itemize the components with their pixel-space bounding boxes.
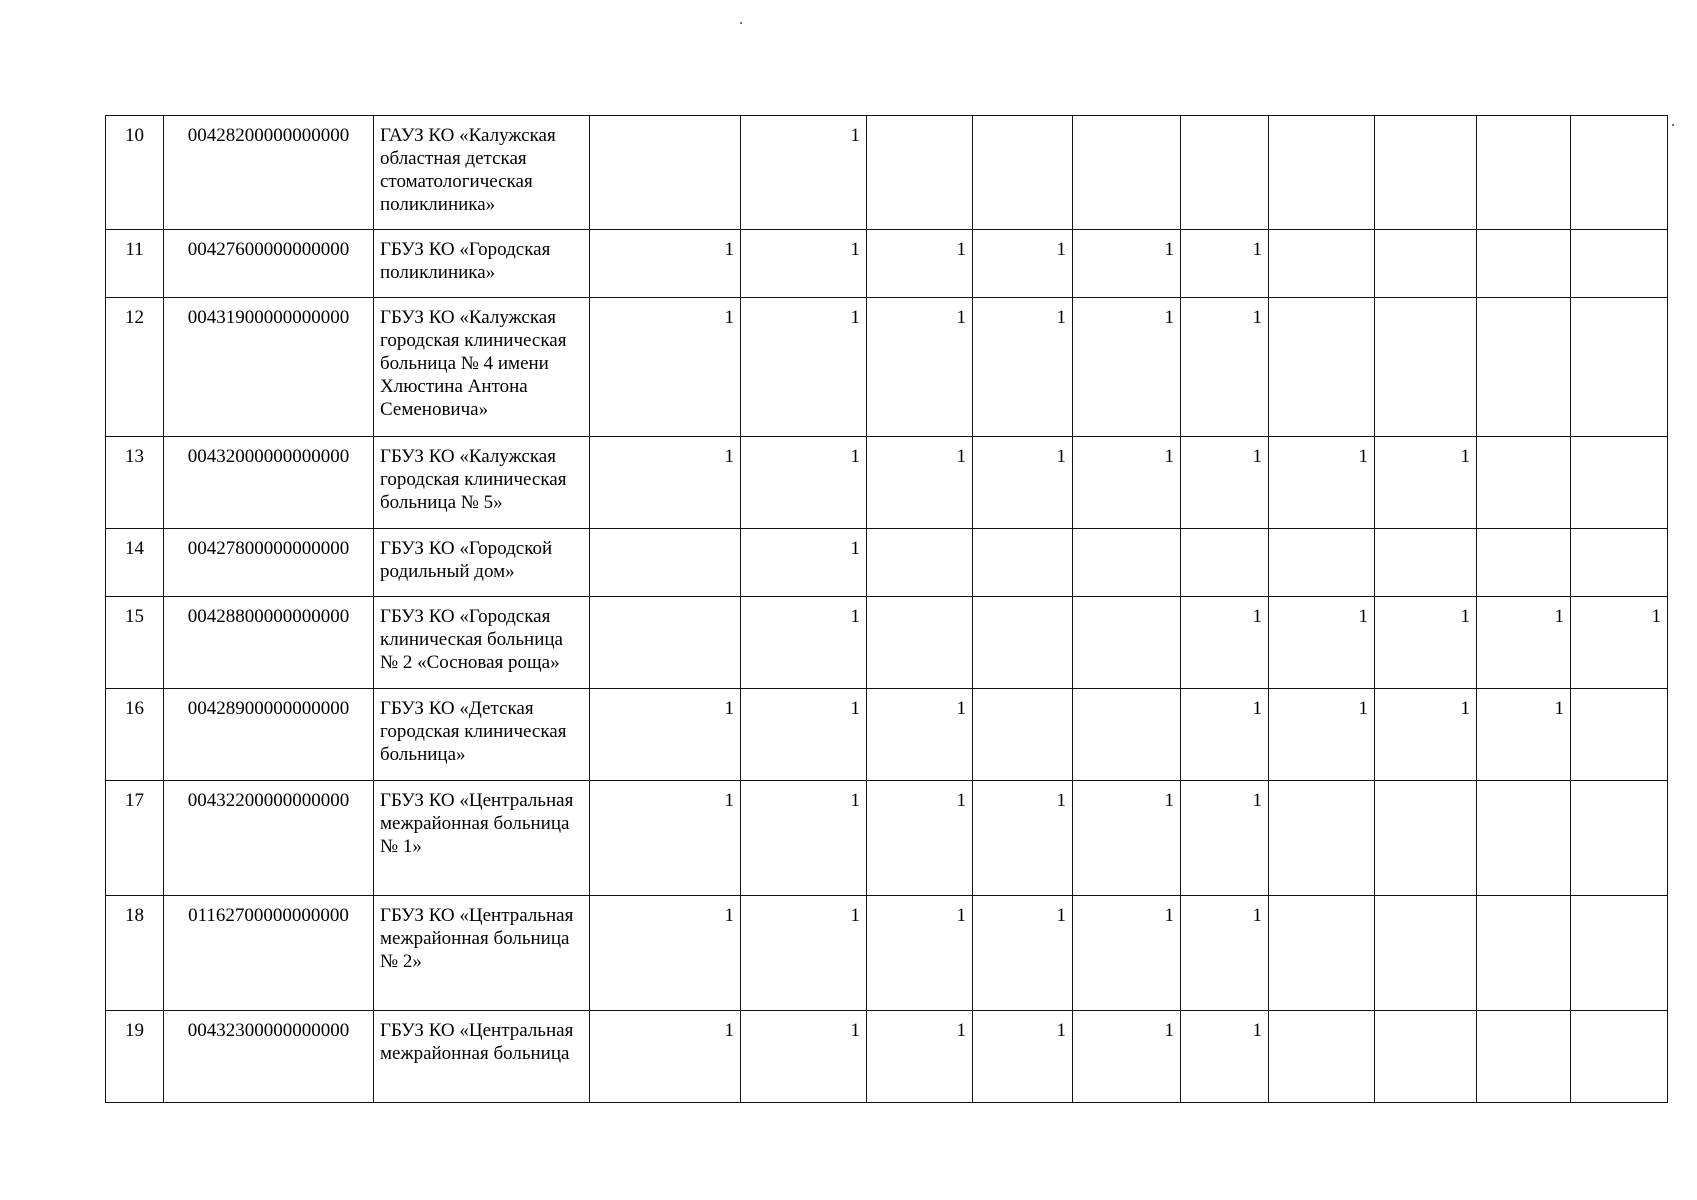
organization-name-cell: ГБУЗ КО «Детская городская клиническая больница»	[374, 689, 590, 781]
mark-cell: 1	[1073, 230, 1181, 298]
mark-cell	[1269, 1011, 1375, 1103]
mark-cell: 1	[867, 298, 973, 437]
mark-cell	[1571, 437, 1668, 529]
table-row	[106, 116, 1668, 230]
mark-cell: 1	[973, 230, 1073, 298]
mark-cell	[1477, 298, 1571, 437]
registry-code-cell: 00431900000000000	[164, 298, 374, 437]
mark-cell: 1	[1073, 437, 1181, 529]
mark-cell: 1	[973, 1011, 1073, 1103]
mark-cell: 1	[867, 689, 973, 781]
mark-cell: 1	[1181, 689, 1269, 781]
mark-cell: 1	[590, 230, 741, 298]
mark-cell: 1	[741, 689, 867, 781]
mark-cell	[1571, 298, 1668, 437]
row-number-cell: 10	[106, 116, 164, 230]
mark-cell: 1	[973, 896, 1073, 1011]
registry-code-cell: 00428800000000000	[164, 597, 374, 689]
organization-name-cell: ГБУЗ КО «Калужская городская клиническая больница № 4 имени Хлюстина Антона Семеновича»	[374, 298, 590, 437]
mark-cell	[1571, 781, 1668, 896]
mark-cell: 1	[590, 437, 741, 529]
mark-cell: 1	[1073, 896, 1181, 1011]
mark-cell: 1	[867, 896, 973, 1011]
mark-cell	[1571, 1011, 1668, 1103]
mark-cell	[1477, 1011, 1571, 1103]
mark-cell	[973, 597, 1073, 689]
row-number-cell: 19	[106, 1011, 164, 1103]
mark-cell: 1	[741, 298, 867, 437]
registry-code-cell: 00432000000000000	[164, 437, 374, 529]
mark-cell: 1	[1181, 298, 1269, 437]
table-row	[106, 689, 1668, 781]
mark-cell	[1375, 116, 1477, 230]
mark-cell	[1571, 689, 1668, 781]
table-row	[106, 529, 1668, 597]
row-number-cell: 11	[106, 230, 164, 298]
mark-cell	[1073, 529, 1181, 597]
mark-cell: 1	[1477, 689, 1571, 781]
row-number-cell: 14	[106, 529, 164, 597]
mark-cell: 1	[1181, 597, 1269, 689]
mark-cell: 1	[867, 437, 973, 529]
mark-cell	[1571, 529, 1668, 597]
mark-cell	[590, 116, 741, 230]
mark-cell	[1181, 116, 1269, 230]
mark-cell: 1	[1571, 597, 1668, 689]
organization-name-cell: ГАУЗ КО «Калужская областная детская стоматологическая поликлиника»	[374, 116, 590, 230]
mark-cell: 1	[973, 437, 1073, 529]
mark-cell	[1477, 781, 1571, 896]
mark-cell: 1	[741, 781, 867, 896]
registry-code-cell: 01162700000000000	[164, 896, 374, 1011]
mark-cell	[1073, 116, 1181, 230]
mark-cell: 1	[1269, 437, 1375, 529]
row-number-cell: 18	[106, 896, 164, 1011]
mark-cell: 1	[590, 689, 741, 781]
row-number-cell: 12	[106, 298, 164, 437]
mark-cell: 1	[590, 298, 741, 437]
registry-code-cell: 00428200000000000	[164, 116, 374, 230]
data-table	[105, 115, 1668, 1103]
mark-cell	[1181, 529, 1269, 597]
mark-cell	[1375, 529, 1477, 597]
row-number-cell: 17	[106, 781, 164, 896]
registry-code-cell: 00427800000000000	[164, 529, 374, 597]
mark-cell: 1	[973, 298, 1073, 437]
mark-cell	[1375, 1011, 1477, 1103]
row-number-cell: 16	[106, 689, 164, 781]
scan-speck	[740, 22, 742, 24]
row-number-cell: 15	[106, 597, 164, 689]
row-number-cell: 13	[106, 437, 164, 529]
mark-cell	[1269, 781, 1375, 896]
mark-cell	[1073, 597, 1181, 689]
mark-cell: 1	[741, 437, 867, 529]
mark-cell: 1	[741, 597, 867, 689]
mark-cell	[590, 529, 741, 597]
registry-code-cell: 00432200000000000	[164, 781, 374, 896]
mark-cell	[1269, 230, 1375, 298]
mark-cell	[973, 689, 1073, 781]
mark-cell	[1375, 896, 1477, 1011]
registry-code-cell: 00432300000000000	[164, 1011, 374, 1103]
mark-cell: 1	[1181, 896, 1269, 1011]
mark-cell: 1	[867, 1011, 973, 1103]
mark-cell	[590, 597, 741, 689]
mark-cell	[1375, 230, 1477, 298]
mark-cell	[1269, 529, 1375, 597]
mark-cell: 1	[867, 230, 973, 298]
organization-name-cell: ГБУЗ КО «Центральная межрайонная больница	[374, 1011, 590, 1103]
mark-cell: 1	[1375, 597, 1477, 689]
organization-name-cell: ГБУЗ КО «Городская поликлиника»	[374, 230, 590, 298]
mark-cell	[867, 529, 973, 597]
organization-name-cell: ГБУЗ КО «Центральная межрайонная больница № 2»	[374, 896, 590, 1011]
mark-cell	[1477, 437, 1571, 529]
mark-cell: 1	[1181, 230, 1269, 298]
organization-name-cell: ГБУЗ КО «Центральная межрайонная больница № 1»	[374, 781, 590, 896]
mark-cell: 1	[973, 781, 1073, 896]
mark-cell: 1	[1375, 437, 1477, 529]
mark-cell	[1269, 896, 1375, 1011]
mark-cell	[867, 597, 973, 689]
table-row	[106, 230, 1668, 298]
mark-cell: 1	[741, 1011, 867, 1103]
mark-cell: 1	[1073, 1011, 1181, 1103]
organization-name-cell: ГБУЗ КО «Калужская городская клиническая больница № 5»	[374, 437, 590, 529]
organization-name-cell: ГБУЗ КО «Городской родильный дом»	[374, 529, 590, 597]
mark-cell: 1	[1073, 298, 1181, 437]
mark-cell	[1477, 896, 1571, 1011]
mark-cell: 1	[590, 1011, 741, 1103]
scan-speck	[1672, 124, 1674, 126]
mark-cell	[973, 116, 1073, 230]
table-row	[106, 1011, 1668, 1103]
mark-cell: 1	[867, 781, 973, 896]
mark-cell	[867, 116, 973, 230]
mark-cell	[1375, 298, 1477, 437]
mark-cell	[1571, 896, 1668, 1011]
mark-cell	[973, 529, 1073, 597]
mark-cell: 1	[1181, 781, 1269, 896]
mark-cell: 1	[1375, 689, 1477, 781]
mark-cell	[1477, 529, 1571, 597]
registry-code-cell: 00428900000000000	[164, 689, 374, 781]
registry-code-cell: 00427600000000000	[164, 230, 374, 298]
mark-cell: 1	[1269, 597, 1375, 689]
mark-cell: 1	[1181, 437, 1269, 529]
mark-cell	[1571, 116, 1668, 230]
mark-cell	[1477, 230, 1571, 298]
table-row	[106, 781, 1668, 896]
mark-cell: 1	[741, 896, 867, 1011]
mark-cell	[1375, 781, 1477, 896]
table-row	[106, 437, 1668, 529]
mark-cell: 1	[1073, 781, 1181, 896]
mark-cell: 1	[741, 529, 867, 597]
mark-cell	[1571, 230, 1668, 298]
mark-cell: 1	[590, 781, 741, 896]
mark-cell: 1	[1477, 597, 1571, 689]
mark-cell	[1477, 116, 1571, 230]
table-row	[106, 597, 1668, 689]
organization-name-cell: ГБУЗ КО «Городская клиническая больница № 2 «Сосновая роща»	[374, 597, 590, 689]
mark-cell	[1269, 116, 1375, 230]
table-row	[106, 298, 1668, 437]
mark-cell	[1269, 298, 1375, 437]
mark-cell: 1	[741, 116, 867, 230]
mark-cell: 1	[590, 896, 741, 1011]
mark-cell: 1	[741, 230, 867, 298]
mark-cell: 1	[1269, 689, 1375, 781]
table-row	[106, 896, 1668, 1011]
mark-cell	[1073, 689, 1181, 781]
mark-cell: 1	[1181, 1011, 1269, 1103]
